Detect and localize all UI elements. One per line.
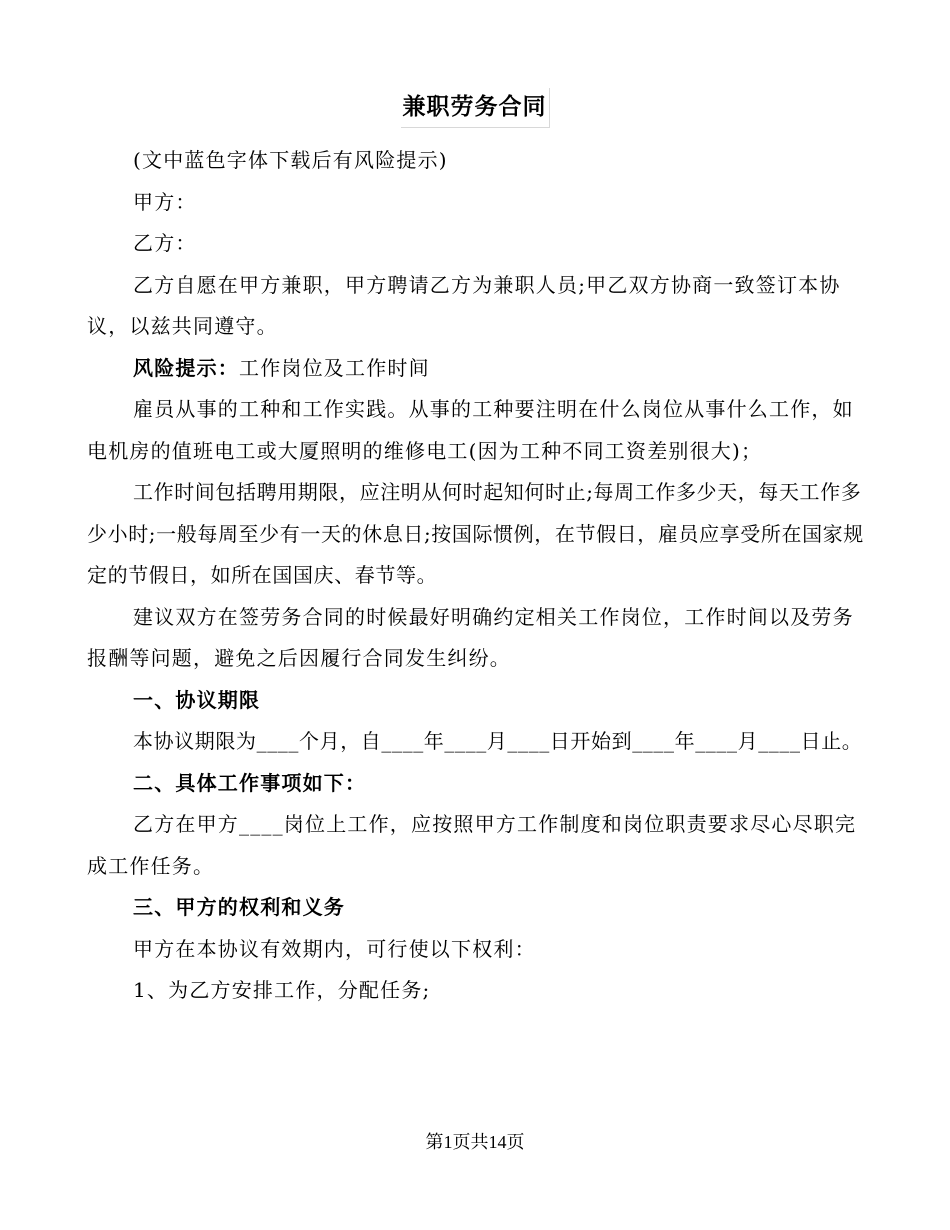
section-2-heading: 二、具体工作事项如下：: [133, 770, 367, 795]
risk-paragraph-1: 雇员从事的工种和工作实践。从事的工种要注明在什么岗位从事什么工作，如电机房的值班电工或大厦照明的维修电工(因为工种不同工资差别很大)；: [87, 397, 854, 463]
risk-tip-line: [87, 348, 865, 390]
document-body: [87, 140, 865, 1012]
page-indicator: 第1页共14页: [425, 1132, 525, 1152]
title-container: [0, 88, 950, 128]
risk-paragraph-3: 建议双方在签劳务合同的时候最好明确约定相关工作岗位，工作时间以及劳务报酬等问题，避免之后因履行合同发生纠纷。: [87, 604, 854, 670]
document-title: 兼职劳务合同: [401, 88, 550, 128]
section-2-text: 乙方在甲方____岗位上工作，应按照甲方工作制度和岗位职责要求尽心尽职完成工作任务。: [87, 812, 857, 878]
risk-tip-label: 风险提示：: [133, 355, 239, 380]
section-3-intro: 甲方在本协议有效期内，可行使以下权利：: [133, 936, 536, 961]
intro-paragraph: 乙方自愿在甲方兼职，甲方聘请乙方为兼职人员;甲乙双方协商一致签订本协议，以兹共同遵守。: [87, 272, 841, 338]
party-b-line: 乙方：: [133, 231, 197, 255]
risk-paragraph-2: 工作时间包括聘用期限，应注明从何时起知何时止;每周工作多少天，每天工作多少小时;一般每周至少有一天的休息日;按国际惯例，在节假日，雇员应享受所在国家规定的节假日，如所在国国庆、春节等。: [87, 480, 864, 587]
section-1-heading: 一、协议期限: [133, 687, 261, 712]
section-3-item-1: 1、为乙方安排工作，分配任务;: [133, 978, 431, 1002]
risk-tip-title: 工作岗位及工作时间: [239, 355, 430, 380]
party-a-line: 甲方：: [133, 189, 197, 214]
section-3-heading: 三、甲方的权利和义务: [133, 895, 345, 919]
download-note: (文中蓝色字体下载后有风险提示): [133, 148, 448, 172]
section-1-text: 本协议期限为____个月，自____年____月____日开始到____年____月____日止。: [133, 729, 863, 753]
